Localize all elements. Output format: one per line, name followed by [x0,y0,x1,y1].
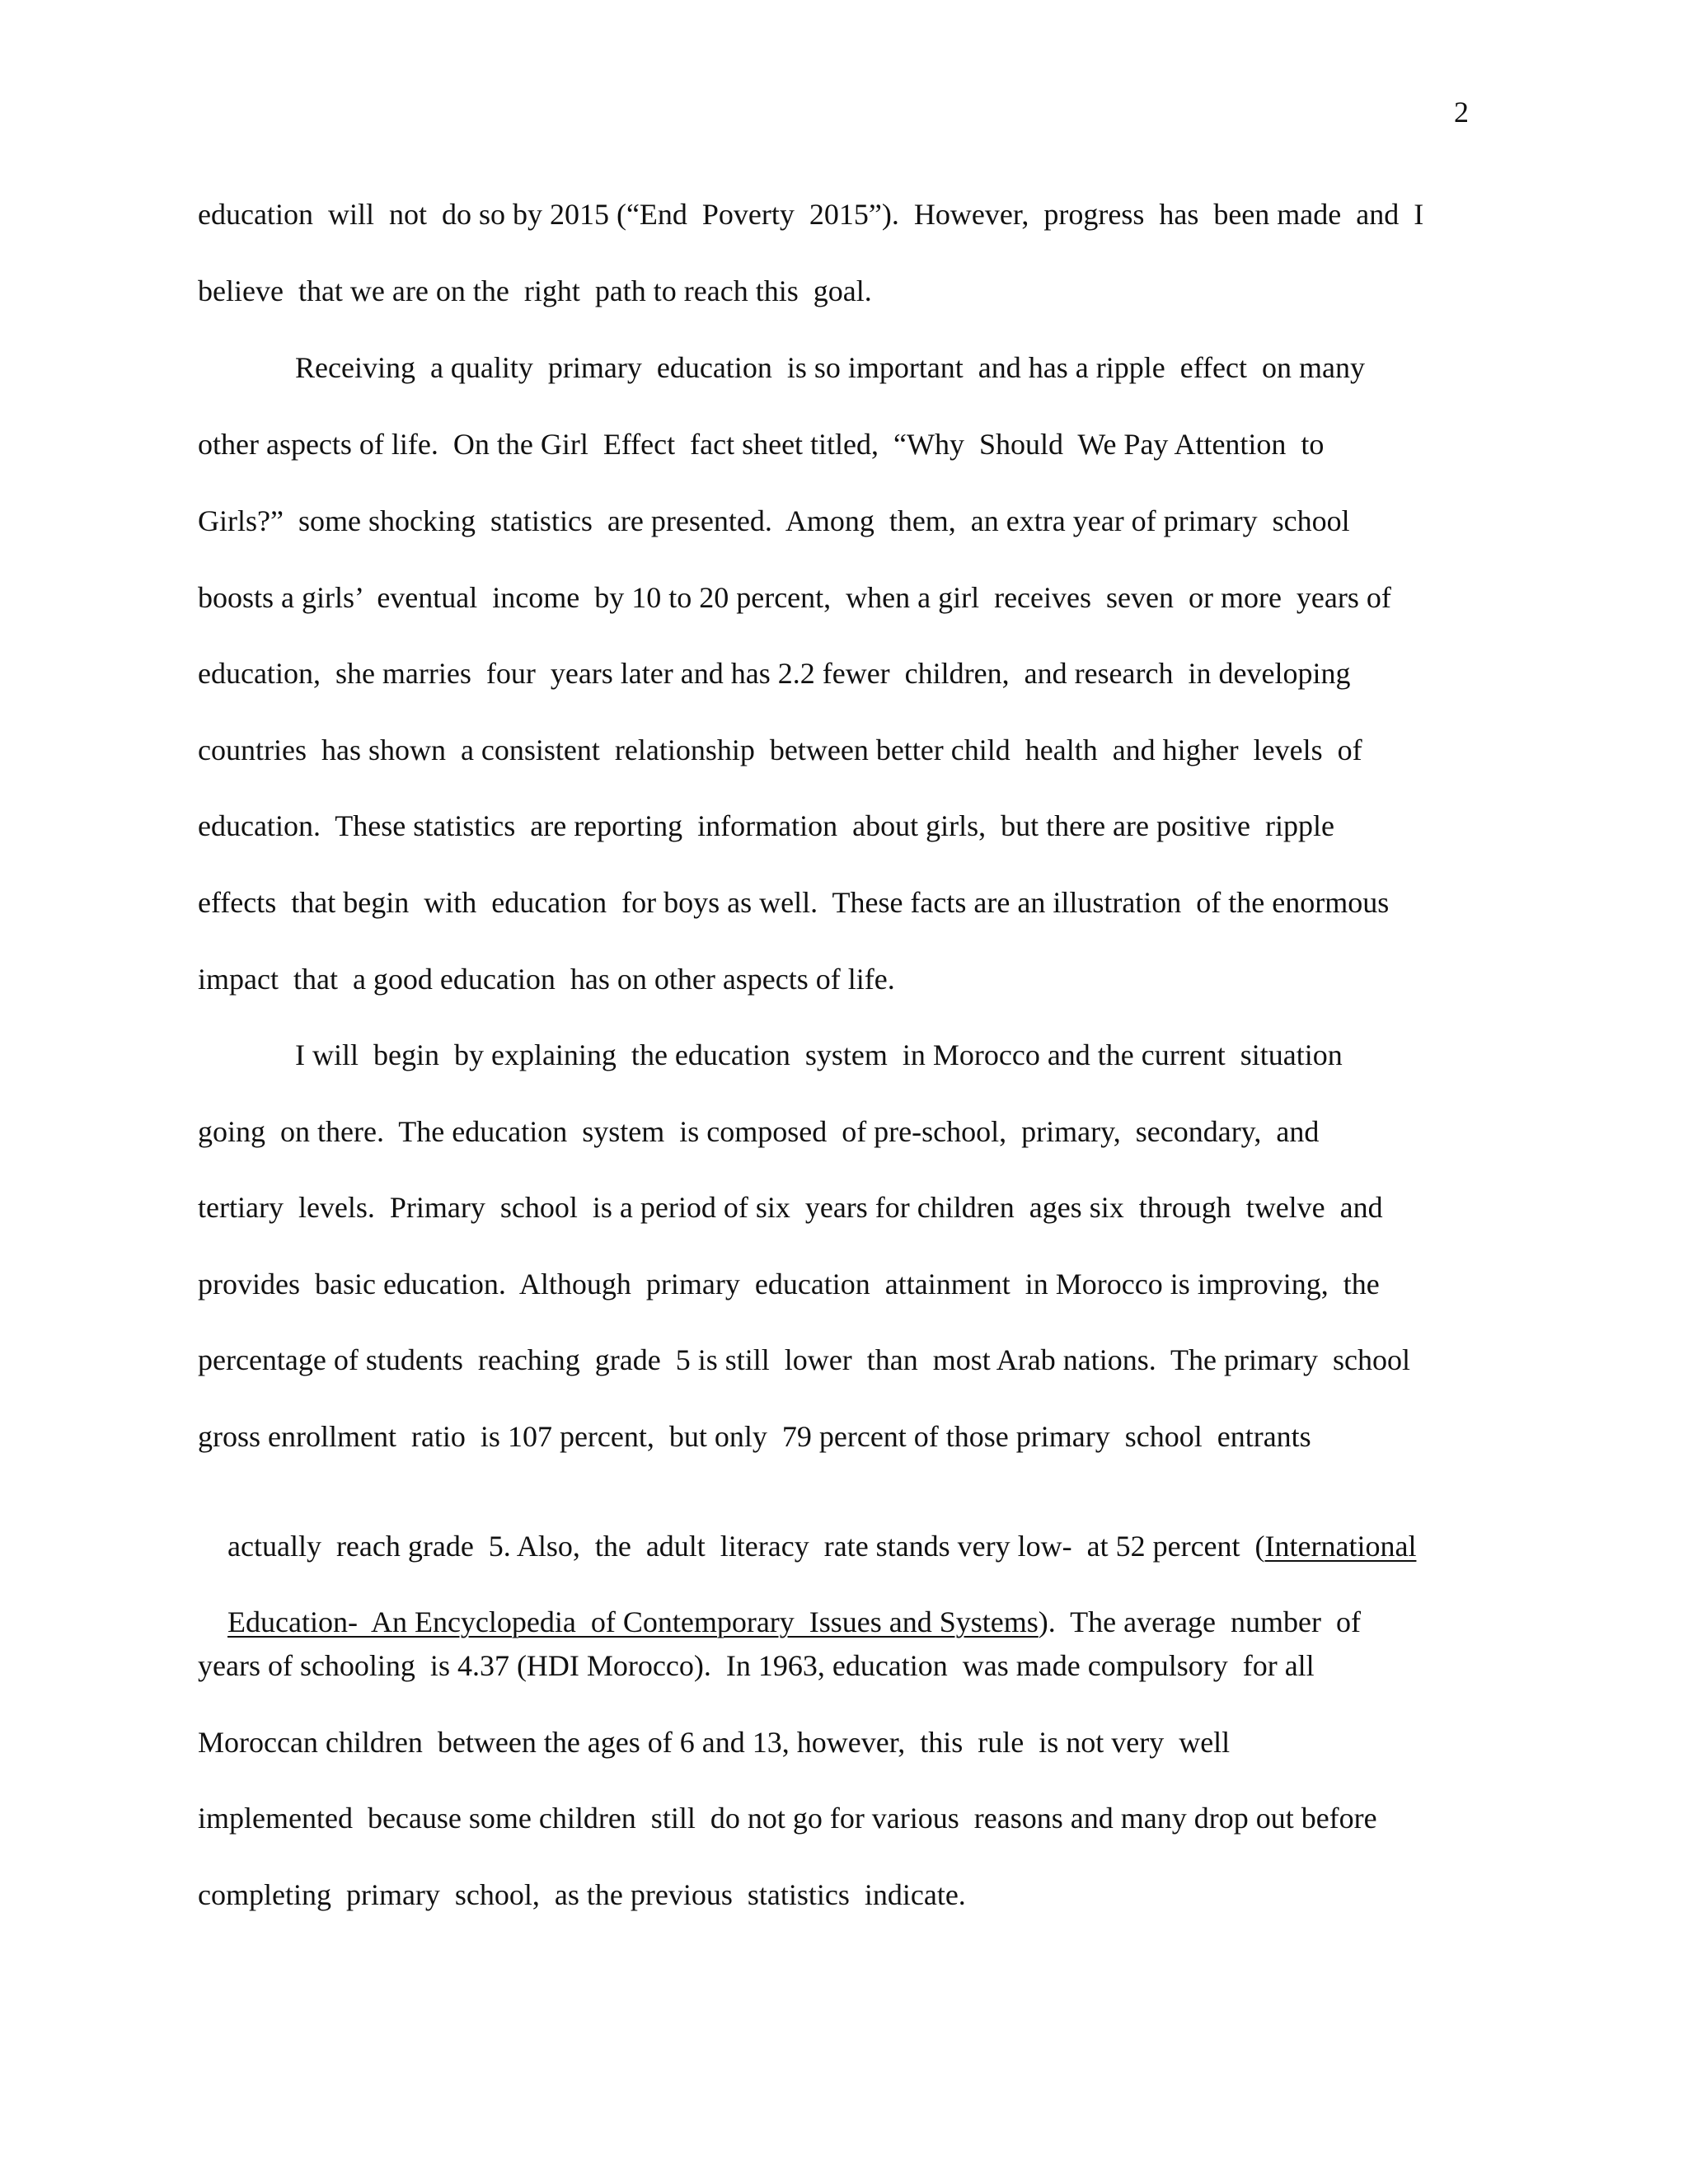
text-line: impact that a good education has on other aspects of life. [198,963,895,996]
text-line: implemented because some children still do not go for various reasons and many drop out before [198,1802,1377,1835]
text-fragment: actually reach grade 5. Also, the adult literacy rate stands very low- at 52 percent ( [227,1530,1265,1563]
text-line: gross enrollment ratio is 107 percent, but only 79 percent of those primary school entrants [198,1420,1311,1453]
page-number: 2 [1454,96,1469,129]
text-line: percentage of students reaching grade 5 is still lower than most Arab nations. The primary school [198,1343,1410,1376]
text-line: Receiving a quality primary education is so important and has a ripple effect on many [295,351,1365,384]
text-line: education will not do so by 2015 (“End Poverty 2015”). However, progress has been made and I [198,198,1424,231]
text-line: Moroccan children between the ages of 6 and 13, however, this rule is not very well [198,1726,1231,1759]
text-fragment: ). The average number of [1038,1605,1361,1638]
text-line: believe that we are on the right path to reach this goal. [198,274,872,307]
text-line: I will begin by explaining the education system in Morocco and the current situation [295,1038,1343,1071]
text-line: education. These statistics are reporting information about girls, but there are positive ripple [198,809,1334,842]
citation-title-part1: International [1264,1530,1417,1563]
text-line: boosts a girls’ eventual income by 10 to 20 percent, when a girl receives seven or more years of [198,581,1391,614]
text-line: other aspects of life. On the Girl Effect fact sheet titled, “Why Should We Pay Attention to [198,428,1325,461]
text-line: completing primary school, as the previous statistics indicate. [198,1878,966,1911]
text-line: education, she marries four years later and has 2.2 fewer children, and research in developing [198,657,1351,690]
text-line: countries has shown a consistent relationship between better child health and higher levels of [198,733,1362,766]
text-line: provides basic education. Although primary education attainment in Morocco is improving, the [198,1268,1380,1301]
text-line: years of schooling is 4.37 (HDI Morocco). In 1963, education was made compulsory for all [198,1649,1315,1682]
text-line: effects that begin with education for boys as well. These facts are an illustration of the enormous [198,886,1390,919]
text-line: going on there. The education system is composed of pre-school, primary, secondary, and [198,1115,1320,1148]
citation-title-part2: Education- An Encyclopedia of Contemporary Issues and Systems [227,1605,1039,1638]
text-line: Girls?” some shocking statistics are presented. Among them, an extra year of primary school [198,504,1350,537]
text-line: tertiary levels. Primary school is a period of six years for children ages six through twelve and [198,1191,1383,1224]
